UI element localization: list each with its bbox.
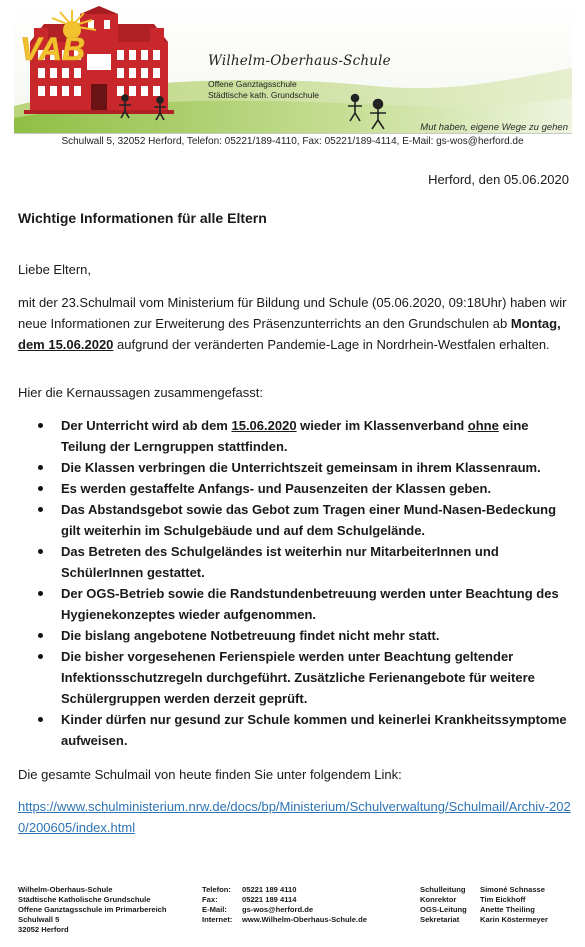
list-item: Die bisher vorgesehenen Ferienspiele werden unter Beachtung geltender Infektionsschutzregeln durchgeführt. Zusätzliche Ferienangebote für weitere Schülergruppen werden derzeit geprüft. [38,646,570,709]
vab-logo-icon [14,6,104,68]
footer-school-ogs: Offene Ganztagsschule im Primarbereich [18,905,167,914]
intro-paragraph [18,292,570,355]
intro-bold-date: dem 15.06.2020 [18,337,114,352]
footer-website: www.Wilhelm-Oberhaus-Schule.de [242,915,367,924]
svg-text:VAB: VAB [20,31,86,67]
footer-school-name: Wilhelm-Oberhaus-Schule [18,885,113,894]
letter-salutation: Liebe Eltern, [18,262,91,277]
footer-email: gs-wos@herford.de [242,905,314,914]
school-slogan: Mut haben, eigene Wege zu gehen [420,122,568,133]
link-intro: Die gesamte Schulmail von heute finden Sie unter folgendem Link: [18,767,402,782]
key-points-list [38,415,570,751]
footer-street: Schulwall 5 [18,915,60,924]
letter-heading: Wichtige Informationen für alle Eltern [18,210,267,226]
list-item: Die bislang angebotene Notbetreuung findet nicht mehr statt. [38,625,570,646]
list-item: Das Betreten des Schulgeländes ist weiterhin nur MitarbeiterInnen und SchülerInnen gestattet. [38,541,570,583]
list-item: Der OGS-Betrieb sowie die Randstundenbetreuung werden unter Beachtung des Hygienekonzeptes wieder aufgenommen. [38,583,570,625]
footer-city: 32052 Herford [18,925,69,934]
intro-bold-monday: Montag, [510,316,561,331]
footer-school-type: Städtische Katholische Grundschule [18,895,151,904]
footer-ogs-lead: Anette Theiling [480,905,535,914]
school-name: Wilhelm-Oberhaus-Schule [208,53,391,69]
school-subtitle-ogs: Offene Ganztagsschule [208,79,297,89]
header-banner [14,6,572,134]
list-item: Kinder dürfen nur gesund zur Schule kommen und keinerlei Krankheitssymptome aufweisen. [38,709,570,751]
address-text: Schulwall 5, 32052 Herford, Telefon: 05221/189-4110, Fax: 05221/189-4114, E-Mail: gs-wos@herford.de [61,136,524,147]
footer-vice-principal: Tim Eickhoff [480,895,526,904]
footer-principal: Simoné Schnasse [480,885,545,894]
header-divider [14,133,572,134]
list-item: Der Unterricht wird ab dem 15.06.2020 wieder im Klassenverband ohne eine Teilung der Lerngruppen stattfinden. [38,415,570,457]
footer-staff: Schulleitung Simoné Schnasse Konrektor Tim Eickhoff OGS-Leitung Anette Theiling Sekretariat Karin Köstermeyer [420,885,548,924]
letter-date: Herford, den 05.06.2020 [428,172,569,187]
footer-contact: Telefon: 05221 189 4110 Fax: 05221 189 4114 E-Mail: gs-wos@herford.de Internet: www.Wilhelm-Oberhaus-Schule.de [202,885,367,924]
school-address-line [0,136,585,147]
footer-phone: 05221 189 4110 [242,885,297,894]
intro-text-1: mit der 23.Schulmail vom Ministerium für Bildung und Schule (05.06.2020, 09:18Uhr) haben wir neue Informationen zur Erweiterung des Präsenzunterrichts an den Grundschulen ab [18,295,567,331]
list-item: Das Abstandsgebot sowie das Gebot zum Tragen einer Mund-Nasen-Bedeckung gilt weiterhin im Schulgebäude und auf dem Schulgelände. [38,499,570,541]
list-item: Es werden gestaffelte Anfangs- und Pausenzeiten der Klassen geben. [38,478,570,499]
school-subtitle-grundschule: Städtische kath. Grundschule [208,90,320,100]
intro-text-2: aufgrund der veränderten Pandemie-Lage in Nordrhein-Westfalen erhalten. [113,337,550,352]
footer-secretary: Karin Köstermeyer [480,915,548,924]
schulmail-link[interactable]: https://www.schulministerium.nrw.de/docs/bp/Ministerium/Schulverwaltung/Schulmail/Archiv-2020/200605/index.html [18,799,571,835]
footer-school-info [18,885,167,935]
footer-fax: 05221 189 4114 [242,895,297,904]
summary-intro: Hier die Kernaussagen zusammengefasst: [18,385,263,400]
list-item: Die Klassen verbringen die Unterrichtszeit gemeinsam in ihrem Klassenraum. [38,457,570,478]
